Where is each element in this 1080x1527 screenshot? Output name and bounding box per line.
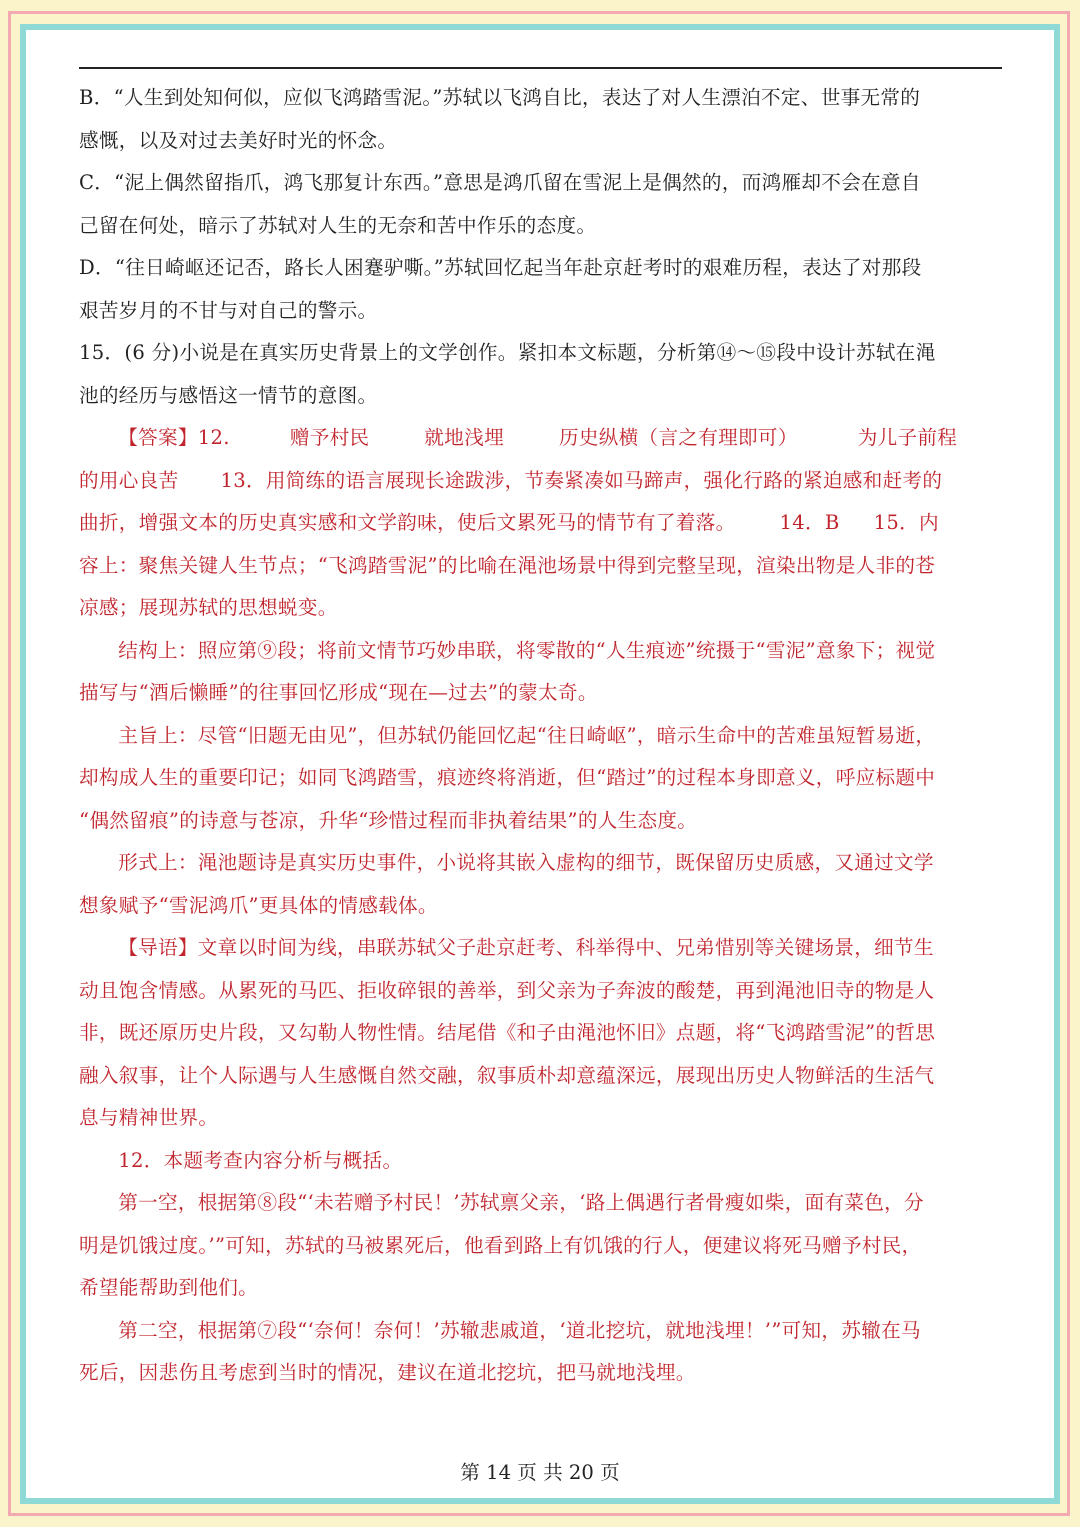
answer-blank-3: 历史纵横（言之有理即可） xyxy=(558,426,798,449)
question-15: 15．(6 分)小说是在真实历史背景上的文学创作。紧扣本文标题，分析第⑭～⑮段中设计苏轼在渑 池的经历与感悟这一情节的意图。 xyxy=(79,341,936,407)
page-number: 第 14 页 共 20 页 xyxy=(460,1461,620,1484)
answer-blank-4: 为儿子前程 xyxy=(857,426,958,449)
answer-blank-1: 赠予村民 xyxy=(289,426,370,449)
page-content xyxy=(79,77,1002,1395)
question-12-note: 12．本题考查内容分析与概括。 xyxy=(118,1148,403,1172)
blank-1-explanation: 第一空，根据第⑧段“‘未若赠予村民！’苏轼禀父亲，‘路上偶遇行者骨瘦如柴，面有菜色，分 明是饥饿过度。’”可知，苏轼的马被累死后，他看到路上有饥饿的行人，便建议将死马赠予村民， 希望能帮助到他们。 xyxy=(79,1191,924,1299)
analysis-form: 形式上：渑池题诗是真实历史事件，小说将其嵌入虚构的细节，既保留历史质感，又通过文学 想象赋予“雪泥鸿爪”更具体的情感载体。 xyxy=(79,851,934,917)
option-d: D．“往日崎岖还记否，路长人困蹇驴嘶。”苏轼回忆起当年赴京赶考时的艰难历程，表达了对那段 艰苦岁月的不甘与对自己的警示。 xyxy=(79,256,922,322)
answer-tag: 【答案】12. xyxy=(118,426,230,449)
analysis-theme: 主旨上：尽管“旧题无由见”，但苏轼仍能回忆起“往日崎岖”，暗示生命中的苦难虽短暂易逝， 却构成人生的重要印记；如同飞鸿踏雪，痕迹终将消逝，但“踏过”的过程本身即意义，呼应标题中 “偶然留痕”的诗意与苍凉，升华“珍惜过程而非执着结果”的人生态度。 xyxy=(79,723,936,832)
option-b: B．“人生到处知何似，应似飞鸿踏雪泥。”苏轼以飞鸿自比，表达了对人生漂泊不定、世事无常的 感慨，以及对过去美好时光的怀念。 xyxy=(79,86,921,152)
option-c: C．“泥上偶然留指爪，鸿飞那复计东西。”意思是鸿爪留在雪泥上是偶然的，而鸿雁却不会在意自 己留在何处，暗示了苏轼对人生的无奈和苦中作乐的态度。 xyxy=(79,171,921,237)
header-rule xyxy=(79,67,1002,69)
analysis-structure: 结构上：照应第⑨段；将前文情节巧妙串联，将零散的“人生痕迹”统摄于“雪泥”意象下；视觉 描写与“酒后懒睡”的往事回忆形成“现在—过去”的蒙太奇。 xyxy=(79,638,936,704)
answer-14: 14．B xyxy=(779,511,840,534)
blank-2-explanation: 第二空，根据第⑦段“‘奈何！奈何！’苏辙悲戚道，‘道北挖坑，就地浅埋！’”可知，苏辙在马 死后，因悲伤且考虑到当时的情况，建议在道北挖坑，把马就地浅埋。 xyxy=(79,1318,921,1384)
answer-block: 【答案】12. 赠予村民 就地浅埋 历史纵横（言之有理即可） 为儿子前程 的用心良苦 13．用简练的语言展现长途跋涉，节奏紧凑如马蹄声，强化行路的紧迫感和赶考的 曲折，增强文本的历史真实感和文学韵味，使后文累死马的情节有了着落。 14．B 15．内 容上：聚焦关键人生节点；“飞鸿踏雪泥”的比喻在渑池场景中得到完整呈现，渲染出物是人非的苍 凉感；展现苏轼的思想蜕变。 xyxy=(79,426,958,619)
guide-paragraph: 【导语】文章以时间为线，串联苏轼父子赴京赶考、科举得中、兄弟惜别等关键场景，细节生 动且饱含情感。从累死的马匹、拒收碎银的善举，到父亲为子奔波的酸楚，再到渑池旧寺的物是人 非，既还原历史片段，又勾勒人物性情。结尾借《和子由渑池怀旧》点题，将“飞鸿踏雪泥”的哲思 融入叙事，让个人际遇与人生感慨自然交融，叙事质朴却意蕴深远，展现出历史人物鲜活的生活气 息与精神世界。 xyxy=(79,936,936,1129)
answer-blank-2: 就地浅埋 xyxy=(424,426,504,449)
